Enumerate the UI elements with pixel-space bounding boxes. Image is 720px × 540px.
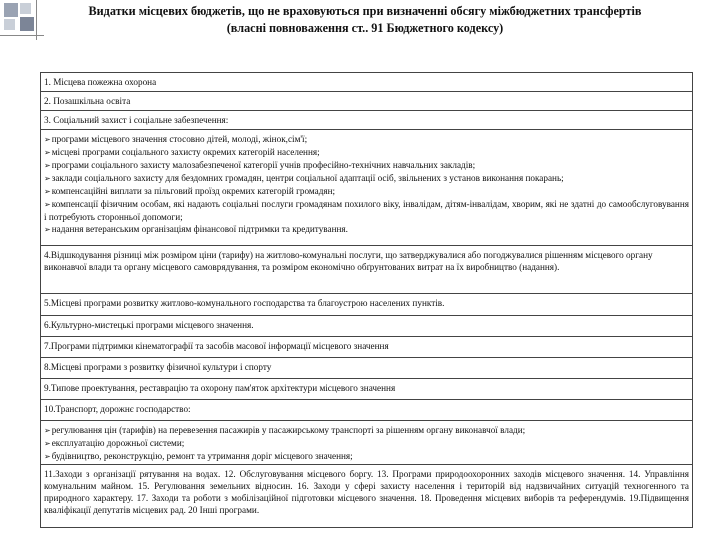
row-text: 10.Транспорт, дорожнє господарство:	[44, 404, 191, 414]
table-row	[41, 358, 692, 379]
row-text: 11.Заходи з організації рятування на водах. 12. Обслуговування місцевого боргу. 13. Програми природоохоронних заходів місцевого значення. 14. Управління комунальним майном. 15. Регулювання земельних відносин. 16. Заходи у сфері захисту населення і територій від надзвичайних ситуацій техногенного та природного характеру. 17. Заходи та роботи з мобілізаційної підготовки місцевого значення. 18. Проведення місцевих виборів та референдумів. 19.Підвищення кваліфікації депутатів місцевих рад. 20 Інші програми.	[44, 469, 689, 515]
list-item: ➢ компенсації фізичним особам, які надають соціальні послуги громадянам похилого віку, інвалідам, дітям-інвалідам, хворим, які не здатні до самообслуговування і потребують сторонньої допомоги;	[44, 198, 689, 223]
decor-square	[20, 17, 34, 31]
table-row	[41, 73, 692, 92]
table-row	[41, 111, 692, 130]
row-text: 8.Місцеві програми з розвитку фізичної культури і спорту	[44, 362, 272, 372]
row-text: 3. Соціальний захист і соціальне забезпечення:	[44, 115, 229, 125]
table-row	[41, 400, 692, 421]
corner-decoration	[0, 0, 44, 40]
table-row	[41, 379, 692, 400]
list-item: ➢ місцеві програми соціального захисту окремих категорій населення;	[44, 146, 689, 159]
table-row	[41, 246, 692, 294]
table-row	[41, 421, 692, 465]
table-row	[41, 130, 692, 246]
decor-square	[4, 3, 18, 17]
list-item: ➢ надання ветеранським організаціям фінансової підтримки та кредитування.	[44, 223, 689, 236]
expenditure-table	[40, 72, 693, 528]
decor-square	[20, 3, 31, 14]
list-item: ➢ програми місцевого значення стосовно дітей, молоді, жінок,сім'ї;	[44, 133, 689, 146]
row-text: 6.Культурно-мистецькі програми місцевого значення.	[44, 320, 254, 330]
list-item: ➢ заклади соціального захисту для бездомних громадян, центри соціальної адаптації осіб, звільнених з установ виконання покарань;	[44, 172, 689, 185]
row-text: 1. Місцева пожежна охорона	[44, 77, 157, 87]
title-line-1: Видатки місцевих бюджетів, що не враховуються при визначенні обсягу міжбюджетних трансфертів	[88, 4, 642, 18]
row-text: 4.Відшкодування різниці між розміром ціни (тарифу) на житлово-комунальні послуги, що затверджувалися або погоджувалися рішенням місцевого органу виконавчої влади та органу місцевого самоврядування, та розміром економічно обґрунтованих витрат на їх виробництво (надання).	[44, 250, 653, 272]
row-text: 5.Місцеві програми розвитку житлово-комунального господарства та благоустрою населених пунктів.	[44, 298, 445, 308]
row-text: 7.Програми підтримки кінематографії та засобів масової інформації місцевого значення	[44, 341, 389, 351]
list-item: ➢ будівництво, реконструкцію, ремонт та утримання доріг місцевого значення;	[44, 450, 689, 463]
page-title	[40, 3, 690, 37]
decor-line	[36, 0, 37, 40]
row-text: 9.Типове проектування, реставрацію та охорону пам'яток архітектури місцевого значення	[44, 383, 396, 393]
table-row	[41, 316, 692, 337]
list-item: ➢ програми соціального захисту малозабезпеченої категорії учнів професійно-технічних навчальних закладів;	[44, 159, 689, 172]
table-row	[41, 465, 692, 527]
table-row	[41, 337, 692, 358]
list-item: ➢ компенсаційні виплати за пільговий проїзд окремих категорій громадян;	[44, 185, 689, 198]
list-item: ➢ регулювання цін (тарифів) на перевезення пасажирів у пасажирському транспорті за рішенням органу виконавчої влади;	[44, 424, 689, 437]
title-line-2: (власні повноваження ст.. 91 Бюджетного кодексу)	[226, 21, 504, 35]
decor-line	[0, 35, 44, 36]
decor-square	[4, 19, 15, 30]
row-text: 2. Позашкільна освіта	[44, 96, 131, 106]
table-row	[41, 294, 692, 316]
list-item: ➢ експлуатацію дорожньої системи;	[44, 437, 689, 450]
table-row	[41, 92, 692, 111]
